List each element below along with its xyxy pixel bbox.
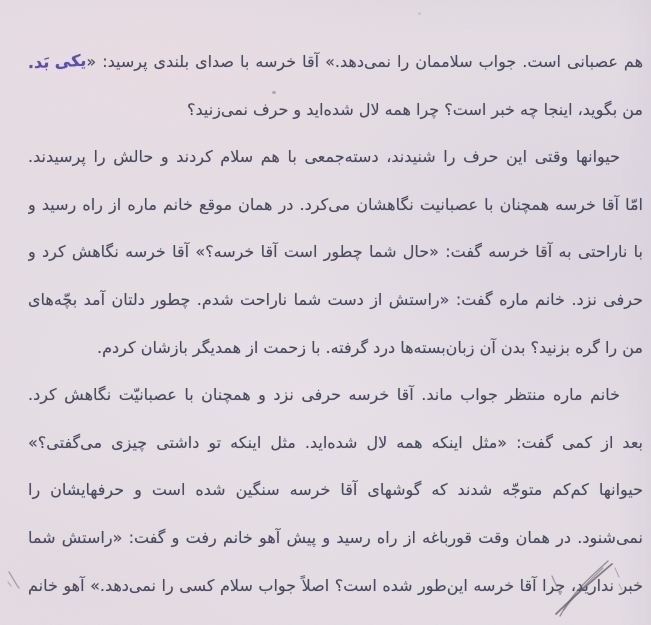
text-line: من بگوید، اینجا چه خبر است؟ چرا همه لال شده‌اید و حرف نمی‌زنید؟ (187, 99, 643, 119)
text-block (28, 38, 643, 609)
text-line: نمی‌شنود. در همان وقت قورباغه از راه رسید و پیش آهو خانم رفت و گفت: «راستش شما (28, 527, 643, 547)
paper-speck (418, 12, 421, 15)
printed-text: هم عصبانی است. جواب سلاممان را نمی‌دهد.» آقا خرسه با صدای بلندی پرسید: « (86, 52, 643, 71)
text-line: خانم ماره منتظر جواب ماند. آقا خرسه حرفی نزد و همچنان با عصبانیّت نگاهش کرد. (28, 385, 620, 405)
text-line (28, 38, 643, 86)
text-line: حیوانها کم‌کم متوجّه شدند که گوشهای آقا خرسه سنگین شده است و حرفهایشان را (28, 480, 643, 500)
text-line: با ناراحتی به آقا خرسه گفت: «حال شما چطور است آقا خرسه؟» آقا خرسه نگاهش کرد و (28, 242, 643, 262)
pencil-margin-tick (4, 568, 24, 594)
text-line: من را گره بزنید؟ بدن آن زبان‌بسته‌ها درد گرفته. با زحمت از همدیگر بازشان کردم. (97, 337, 643, 357)
text-line: حرفی نزد. خانم ماره گفت: «راستش از دست شما ناراحت شدم. چطور دلتان آمد بچّه‌های (28, 289, 643, 309)
text-line: حیوانها وقتی این حرف را شنیدند، دسته‌جمعی با هم سلام کردند و حالش را پرسیدند. (28, 147, 620, 167)
text-line: بعد از کمی گفت: «مثل اینکه همه لال شده‌اید. مثل اینکه تو داشتی چیزی می‌گفتی؟» (28, 432, 643, 452)
text-line: خبر ندارید، چرا آقا خرسه این‌طور شده است؟ اصلاً جواب سلام کسی را نمی‌دهد.» آهو خانم (28, 575, 643, 595)
text-line: امّا آقا خرسه همچنان با عصبانیت نگاهشان می‌کرد. در همان موقع خانم ماره از راه رسید و (28, 194, 643, 214)
blue-ink-handwritten-overwrite: یکی بَد. (28, 50, 87, 73)
